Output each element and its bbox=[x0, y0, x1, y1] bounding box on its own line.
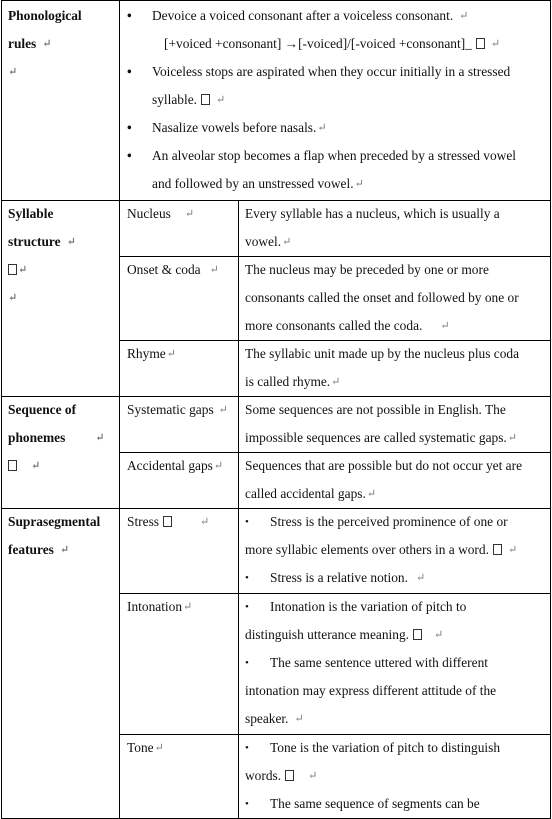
column-divider-1 bbox=[119, 0, 120, 819]
list-item: • The same sentence uttered with different bbox=[245, 649, 548, 677]
return-mark-icon: ↵ bbox=[282, 236, 292, 248]
list-item: • Nasalize vowels before nasals.↵ bbox=[124, 114, 548, 142]
bullet-icon: • bbox=[245, 572, 249, 584]
category-line: Suprasegmental bbox=[8, 514, 101, 529]
return-mark-icon: ↵ bbox=[507, 432, 517, 444]
bullet-icon: • bbox=[127, 148, 132, 163]
list-item: • Devoice a voiced consonant after a voiceless consonant. ↵ bbox=[124, 2, 548, 30]
definition-systematic-gaps: Some sequences are not possible in English. The impossible sequences are called systematic gaps.↵ bbox=[245, 402, 517, 445]
list-item: • Voiceless stops are aspirated when they occur initially in a stressed bbox=[124, 58, 548, 86]
return-mark-icon: ↵ bbox=[154, 742, 164, 754]
return-mark-icon: ↵ bbox=[317, 122, 327, 134]
return-mark-icon: ↵ bbox=[42, 38, 52, 50]
bullet-icon: • bbox=[245, 798, 249, 810]
list-item-continuation: speaker. ↵ bbox=[245, 711, 304, 726]
list-item-continuation: and followed by an unstressed vowel.↵ bbox=[152, 176, 364, 191]
return-mark-icon: ↵ bbox=[59, 544, 70, 556]
bullet-icon: • bbox=[127, 120, 132, 135]
category-line: phonemes ↵ bbox=[8, 430, 105, 445]
definition-rhyme: The syllabic unit made up by the nucleus plus coda is called rhyme.↵ bbox=[245, 346, 520, 389]
return-mark-icon: ↵ bbox=[308, 770, 318, 782]
bullet-icon: • bbox=[127, 64, 132, 79]
table-border-right bbox=[550, 0, 551, 819]
list-item-continuation: distinguish utterance meaning. ↵ bbox=[245, 627, 444, 642]
column-divider-2 bbox=[238, 200, 239, 819]
return-mark-icon: ↵ bbox=[366, 488, 377, 500]
return-mark-icon: ↵ bbox=[8, 66, 18, 78]
list-item-continuation: intonation may express different attitude of the bbox=[245, 683, 497, 698]
placeholder-box-icon bbox=[493, 544, 502, 555]
return-mark-icon: ↵ bbox=[507, 544, 518, 556]
placeholder-box-icon bbox=[163, 516, 172, 527]
rule-formula: [+voiced +consonant] →[-voiced]/[-voiced +consonant]_ ↵ bbox=[164, 36, 501, 51]
placeholder-box-icon bbox=[476, 38, 485, 49]
placeholder-box-icon bbox=[8, 460, 17, 471]
bullet-icon: • bbox=[245, 516, 249, 528]
list-item-continuation: more syllabic elements over others in a word. ↵ bbox=[245, 542, 518, 557]
table-border-left bbox=[1, 0, 2, 819]
empty-paragraph bbox=[8, 452, 116, 480]
return-mark-icon: ↵ bbox=[294, 713, 304, 725]
return-mark-icon: ↵ bbox=[209, 264, 219, 276]
return-mark-icon: ↵ bbox=[31, 460, 41, 472]
term-rhyme: Rhyme↵ bbox=[127, 346, 176, 361]
return-mark-icon: ↵ bbox=[415, 572, 426, 584]
list-item: • Tone is the variation of pitch to distinguish bbox=[245, 734, 548, 762]
list-item: • An alveolar stop becomes a flap when preceded by a stressed vowel bbox=[124, 142, 548, 170]
term-accidental-gaps: Accidental gaps↵ bbox=[127, 458, 224, 473]
return-mark-icon: ↵ bbox=[8, 292, 18, 304]
placeholder-box-icon bbox=[285, 770, 294, 781]
return-mark-icon: ↵ bbox=[184, 208, 195, 220]
category-sequence-of-phonemes bbox=[8, 396, 116, 480]
definition-intonation bbox=[245, 593, 548, 733]
definition-tone bbox=[245, 734, 548, 818]
term-tone: Tone↵ bbox=[127, 740, 164, 755]
empty-paragraph bbox=[8, 58, 116, 86]
term-stress: Stress ↵ bbox=[127, 514, 210, 529]
placeholder-box-icon bbox=[8, 264, 17, 275]
return-mark-icon: ↵ bbox=[490, 38, 501, 50]
term-intonation: Intonation↵ bbox=[127, 599, 193, 614]
return-mark-icon: ↵ bbox=[183, 601, 193, 613]
list-item-continuation: words. ↵ bbox=[245, 768, 318, 783]
return-mark-icon: ↵ bbox=[18, 264, 28, 276]
definition-stress bbox=[245, 508, 548, 592]
return-mark-icon: ↵ bbox=[440, 320, 450, 332]
list-item: • The same sequence of segments can be bbox=[245, 790, 548, 818]
category-phonological-rules bbox=[8, 2, 116, 86]
return-mark-icon: ↵ bbox=[218, 404, 228, 416]
category-line: Syllable bbox=[8, 206, 54, 221]
list-item: • Stress is the perceived prominence of one or bbox=[245, 508, 548, 536]
return-mark-icon: ↵ bbox=[459, 10, 469, 22]
category-line: Phonological bbox=[8, 8, 82, 23]
empty-paragraph bbox=[8, 284, 116, 312]
list-item: • Stress is a relative notion. ↵ bbox=[245, 564, 548, 592]
return-mark-icon: ↵ bbox=[354, 178, 364, 190]
return-mark-icon: ↵ bbox=[95, 432, 105, 444]
bullet-icon: • bbox=[245, 657, 249, 669]
phonological-rules-list bbox=[124, 2, 548, 198]
bullet-icon: • bbox=[245, 742, 249, 754]
definition-nucleus: Every syllable has a nucleus, which is usually a vowel.↵ bbox=[245, 206, 500, 249]
return-mark-icon: ↵ bbox=[200, 516, 210, 528]
return-mark-icon: ↵ bbox=[66, 236, 76, 248]
return-mark-icon: ↵ bbox=[216, 94, 226, 106]
term-onset-coda: Onset & coda ↵ bbox=[127, 262, 219, 277]
term-nucleus: Nucleus ↵ bbox=[127, 206, 195, 221]
category-line: features ↵ bbox=[8, 542, 70, 557]
category-suprasegmental-features bbox=[8, 508, 118, 564]
list-item-continuation: syllable. ↵ bbox=[152, 92, 226, 107]
definition-onset-coda: The nucleus may be preceded by one or more consonants called the onset and followed by one or more consonants called the coda. ↵ bbox=[245, 262, 519, 333]
return-mark-icon: ↵ bbox=[331, 376, 341, 388]
definition-accidental-gaps: Sequences that are possible but do not occur yet are called accidental gaps.↵ bbox=[245, 458, 523, 501]
empty-paragraph bbox=[8, 256, 116, 284]
return-mark-icon: ↵ bbox=[434, 629, 444, 641]
return-mark-icon: ↵ bbox=[166, 348, 176, 360]
category-line: Sequence of bbox=[8, 402, 77, 417]
category-line: rules ↵ bbox=[8, 36, 52, 51]
return-mark-icon: ↵ bbox=[213, 460, 224, 472]
category-line: structure ↵ bbox=[8, 234, 76, 249]
term-systematic-gaps: Systematic gaps ↵ bbox=[127, 402, 228, 417]
bullet-icon: • bbox=[127, 8, 132, 23]
list-item: • Intonation is the variation of pitch to bbox=[245, 593, 548, 621]
placeholder-box-icon bbox=[413, 629, 422, 640]
category-syllable-structure bbox=[8, 200, 116, 312]
bullet-icon: • bbox=[245, 601, 249, 613]
placeholder-box-icon bbox=[201, 94, 210, 105]
table-border-top bbox=[1, 0, 551, 1]
